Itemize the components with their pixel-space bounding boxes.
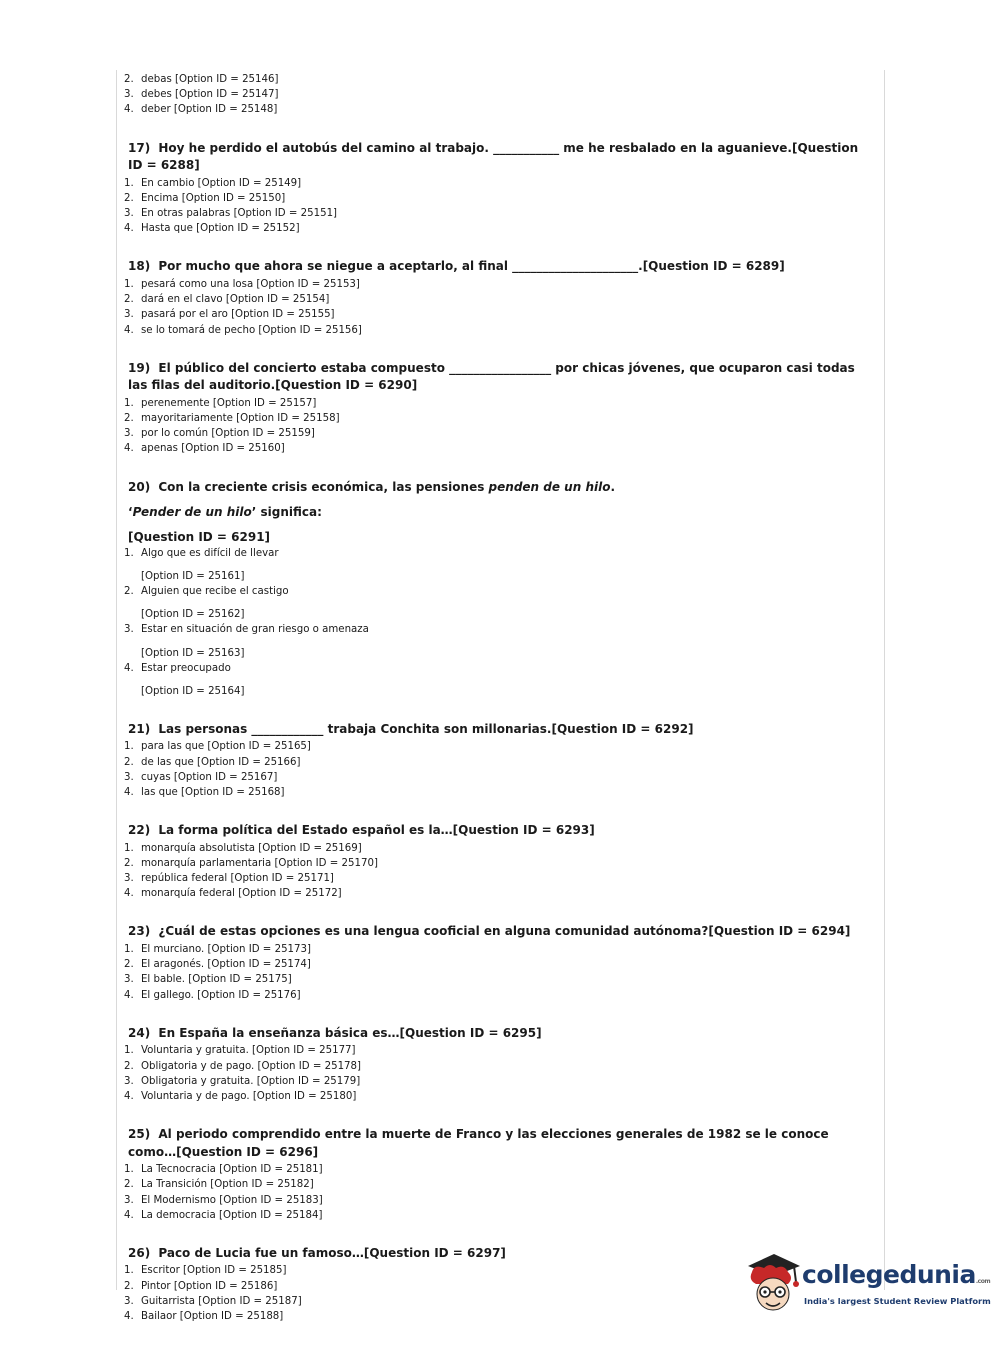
list-item: 2. de las que [Option ID = 25166] bbox=[124, 756, 301, 768]
collegedunia-logo[interactable] bbox=[742, 1248, 991, 1318]
list-item: 1. La Tecnocracia [Option ID = 25181] bbox=[124, 1164, 323, 1176]
list-item: 3. debes [Option ID = 25147] bbox=[124, 89, 279, 101]
list-item: 1. El murciano. [Option ID = 25173] bbox=[124, 943, 311, 955]
question-id: [Question ID = 6291] bbox=[128, 530, 271, 545]
list-item: 4. deber [Option ID = 25148] bbox=[124, 104, 278, 116]
list-item: 4. El gallego. [Option ID = 25176] bbox=[124, 989, 301, 1001]
question-20 bbox=[124, 479, 876, 699]
question-text: 19) El público del concierto estaba compuesto _________________ por chicas jóvenes, que ocuparon casi todas las filas del auditorio.[Question ID = 6290] bbox=[128, 360, 855, 393]
left-margin-rule bbox=[116, 70, 117, 1290]
list-item: 2. Alguien que recibe el castigo bbox=[124, 586, 289, 598]
list-item: 1. perenemente [Option ID = 25157] bbox=[124, 397, 317, 409]
list-item: 2. Encima [Option ID = 25150] bbox=[124, 192, 286, 204]
list-item: 4. apenas [Option ID = 25160] bbox=[124, 443, 285, 455]
logo-wordmark: collegedunia.com bbox=[802, 1260, 991, 1289]
question-text: 23) ¿Cuál de estas opciones es una lengua cooficial en alguna comunidad autónoma?[Question ID = 6294] bbox=[128, 924, 851, 939]
list-item: 2. monarquía parlamentaria [Option ID = 25170] bbox=[124, 857, 378, 869]
question-text: 22) La forma política del Estado español es la…[Question ID = 6293] bbox=[128, 823, 595, 838]
list-item: 3. Obligatoria y gratuita. [Option ID = 25179] bbox=[124, 1075, 361, 1087]
question-paper bbox=[124, 72, 876, 1324]
option-id: [Option ID = 25164] bbox=[141, 685, 245, 697]
question-18 bbox=[124, 258, 876, 337]
list-item: 2. dará en el clavo [Option ID = 25154] bbox=[124, 294, 330, 306]
list-item: 2. El aragonés. [Option ID = 25174] bbox=[124, 959, 311, 971]
question-text: 20) Con la creciente crisis económica, las pensiones penden de un hilo. bbox=[128, 479, 616, 494]
list-item: 4. Bailaor [Option ID = 25188] bbox=[124, 1311, 284, 1323]
question-text: 24) En España la enseñanza básica es…[Question ID = 6295] bbox=[128, 1025, 542, 1040]
list-item: 3. Estar en situación de gran riesgo o amenaza bbox=[124, 624, 369, 636]
list-item: 2. La Transición [Option ID = 25182] bbox=[124, 1179, 314, 1191]
logo-tagline: India's largest Student Review Platform bbox=[804, 1296, 991, 1306]
list-item: 2. Pintor [Option ID = 25186] bbox=[124, 1280, 278, 1292]
list-item: 1. En cambio [Option ID = 25149] bbox=[124, 177, 302, 189]
question-21 bbox=[124, 721, 876, 800]
list-item: 1. Escritor [Option ID = 25185] bbox=[124, 1265, 287, 1277]
right-margin-rule bbox=[884, 70, 885, 1290]
option-id: [Option ID = 25161] bbox=[141, 571, 245, 583]
list-item: 1. Algo que es difícil de llevar bbox=[124, 548, 279, 560]
question-17 bbox=[124, 140, 876, 237]
list-item: 3. El Modernismo [Option ID = 25183] bbox=[124, 1194, 323, 1206]
question-text: 17) Hoy he perdido el autobús del camino al trabajo. ___________ me he resbalado en la aguanieve.[Question ID = 6288] bbox=[128, 140, 859, 173]
list-item: 1. monarquía absolutista [Option ID = 25169] bbox=[124, 842, 362, 854]
list-item: 3. cuyas [Option ID = 25167] bbox=[124, 771, 278, 783]
list-item: 4. monarquía federal [Option ID = 25172] bbox=[124, 888, 342, 900]
list-item: 3. república federal [Option ID = 25171] bbox=[124, 873, 334, 885]
list-item: 2. debas [Option ID = 25146] bbox=[124, 74, 279, 85]
list-item: 1. para las que [Option ID = 25165] bbox=[124, 741, 311, 753]
top-options bbox=[124, 72, 876, 118]
option-id: [Option ID = 25162] bbox=[141, 609, 245, 621]
list-item: 1. pesará como una losa [Option ID = 25153] bbox=[124, 278, 360, 290]
list-item: 3. En otras palabras [Option ID = 25151] bbox=[124, 208, 338, 220]
list-item: 3. El bable. [Option ID = 25175] bbox=[124, 974, 292, 986]
list-item: 4. La democracia [Option ID = 25184] bbox=[124, 1209, 323, 1221]
question-25 bbox=[124, 1126, 876, 1223]
option-id: [Option ID = 25163] bbox=[141, 647, 245, 659]
question-text: 18) Por mucho que ahora se niegue a aceptarlo, al final _____________________.[Question ID = 6289] bbox=[128, 259, 785, 274]
question-22 bbox=[124, 822, 876, 901]
question-text: 26) Paco de Lucia fue un famoso…[Question ID = 6297] bbox=[128, 1245, 506, 1260]
list-item: 3. por lo común [Option ID = 25159] bbox=[124, 428, 315, 440]
list-item: 4. Estar preocupado bbox=[124, 662, 231, 674]
mascot-icon bbox=[742, 1248, 804, 1316]
question-24 bbox=[124, 1025, 876, 1104]
question-meaning: ‘Pender de un hilo’ significa: bbox=[128, 505, 322, 520]
question-19 bbox=[124, 360, 876, 457]
list-item: 3. Guitarrista [Option ID = 25187] bbox=[124, 1295, 302, 1307]
list-item: 4. se lo tomará de pecho [Option ID = 25156] bbox=[124, 324, 362, 336]
list-item: 4. Hasta que [Option ID = 25152] bbox=[124, 223, 300, 235]
question-text: 25) Al periodo comprendido entre la muerte de Franco y las elecciones generales de 1982 se le conoce como…[Question ID = 6296] bbox=[128, 1127, 829, 1159]
list-item: 4. las que [Option ID = 25168] bbox=[124, 786, 285, 798]
question-text: 21) Las personas ____________ trabaja Conchita son millonarias.[Question ID = 6292] bbox=[128, 721, 694, 736]
list-item: 1. Voluntaria y gratuita. [Option ID = 25177] bbox=[124, 1045, 356, 1057]
list-item: 2. mayoritariamente [Option ID = 25158] bbox=[124, 412, 340, 424]
list-item: 3. pasará por el aro [Option ID = 25155] bbox=[124, 309, 335, 321]
list-item: 2. Obligatoria y de pago. [Option ID = 25178] bbox=[124, 1060, 361, 1072]
list-item: 4. Voluntaria y de pago. [Option ID = 25180] bbox=[124, 1090, 357, 1102]
question-23 bbox=[124, 923, 876, 1002]
